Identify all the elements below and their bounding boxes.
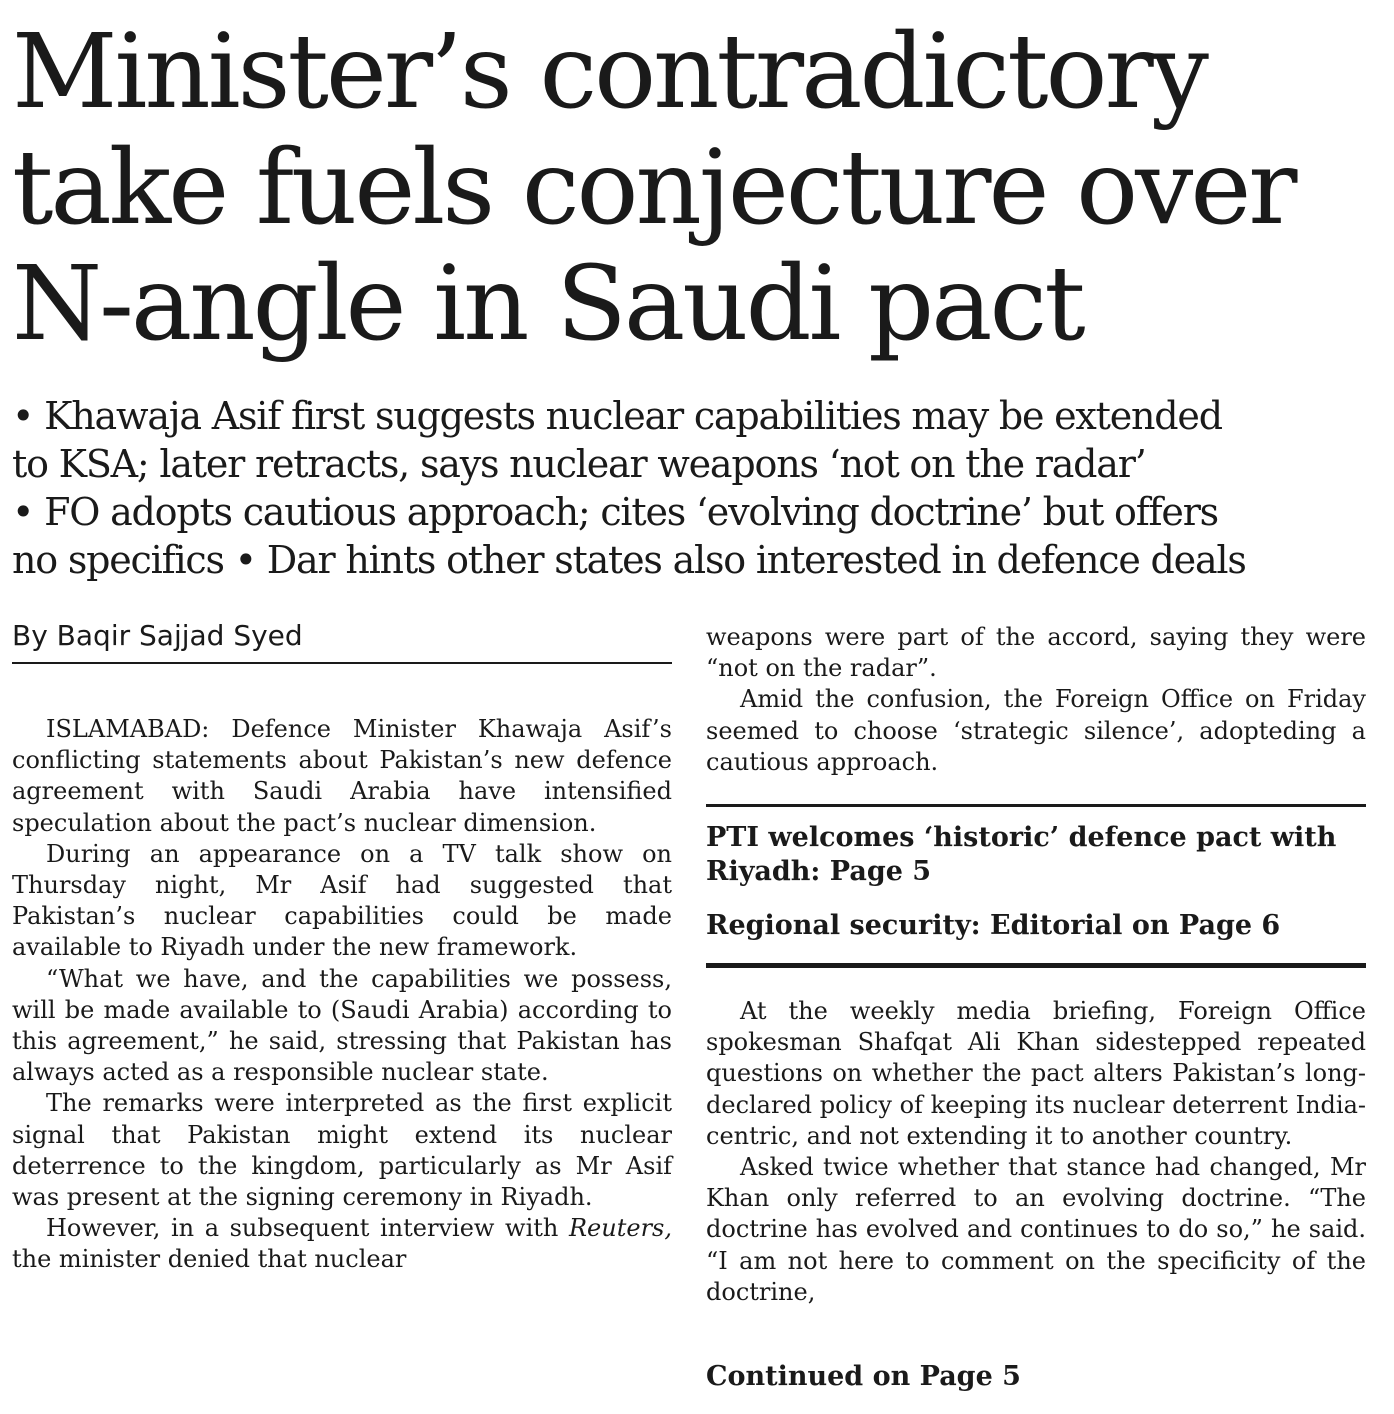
headline [12, 14, 1382, 362]
deck-line: to KSA; later retracts, says nuclear weapons ‘not on the radar’ [12, 442, 1146, 486]
column-2-bottom [706, 996, 1366, 1308]
continued-note: Continued on Page 5 [706, 1361, 1021, 1392]
deck [12, 392, 1382, 584]
column-2-top [706, 622, 1366, 778]
deck-line: • FO adopts cautious approach; cites ‘evolving doctrine’ but offers [12, 490, 1218, 534]
column-1 [12, 714, 672, 1276]
paragraph: ISLAMABAD: Defence Minister Khawaja Asif’s conflicting statements about Pakistan’s new defence agreement with Saudi Arabia have intensified speculation about the pact’s nuclear dimension. [12, 715, 672, 837]
paragraph: “What we have, and the capabilities we possess, will be made available to (Saudi Arabia) according to this agreement,” he said, stressing that Pakistan has always acted as a responsible nuclear state. [12, 964, 672, 1087]
paragraph: Asked twice whether that stance had changed, Mr Khan only referred to an evolving doctrine. “The doctrine has evolved and continues to do so,” he said. “I am not here to comment on the specificity of the doctrine, [706, 1153, 1366, 1306]
related-stories-box [706, 804, 1366, 968]
headline-line: Minister’s contradictory [12, 12, 1206, 132]
related-story-pti: PTI welcomes ‘historic’ defence pact with Riyadh: Page 5 [706, 822, 1337, 887]
paragraph-text: However, in a subsequent interview with [46, 1214, 559, 1243]
publication-name: Reuters, [568, 1214, 672, 1243]
paragraph: Amid the confusion, the Foreign Office on Friday seemed to choose ‘strategic silence’, adopteding a cautious approach. [706, 685, 1366, 776]
byline: By Baqir Sajjad Syed [12, 618, 672, 664]
deck-line: no specifics • Dar hints other states also interested in defence deals [12, 538, 1246, 582]
paragraph: weapons were part of the accord, saying they were “not on the radar”. [706, 623, 1366, 683]
paragraph: The remarks were interpreted as the first explicit signal that Pakistan might extend its nuclear deterrence to the kingdom, particularly as Mr Asif was present at the signing ceremony in Riyadh. [12, 1089, 672, 1212]
paragraph [12, 1213, 672, 1275]
headline-line: take fuels conjecture over [12, 128, 1295, 248]
paragraph: At the weekly media briefing, Foreign Office spokesman Shafqat Ali Khan sidestepped repeated questions on whether the pact alters Pakistan’s long-declared policy of keeping its nuclear deterrent India-centric, and not extending it to another country. [706, 997, 1366, 1150]
paragraph: During an appearance on a TV talk show on Thursday night, Mr Asif had suggested that Pakistan’s nuclear capabilities could be made available to Riyadh under the new framework. [12, 839, 672, 962]
related-story-editorial: Regional security: Editorial on Page 6 [706, 910, 1281, 941]
deck-line: • Khawaja Asif first suggests nuclear capabilities may be extended [12, 394, 1222, 438]
paragraph-text: the minister denied that nuclear [12, 1245, 407, 1274]
headline-line: N-angle in Saudi pact [12, 244, 1083, 364]
